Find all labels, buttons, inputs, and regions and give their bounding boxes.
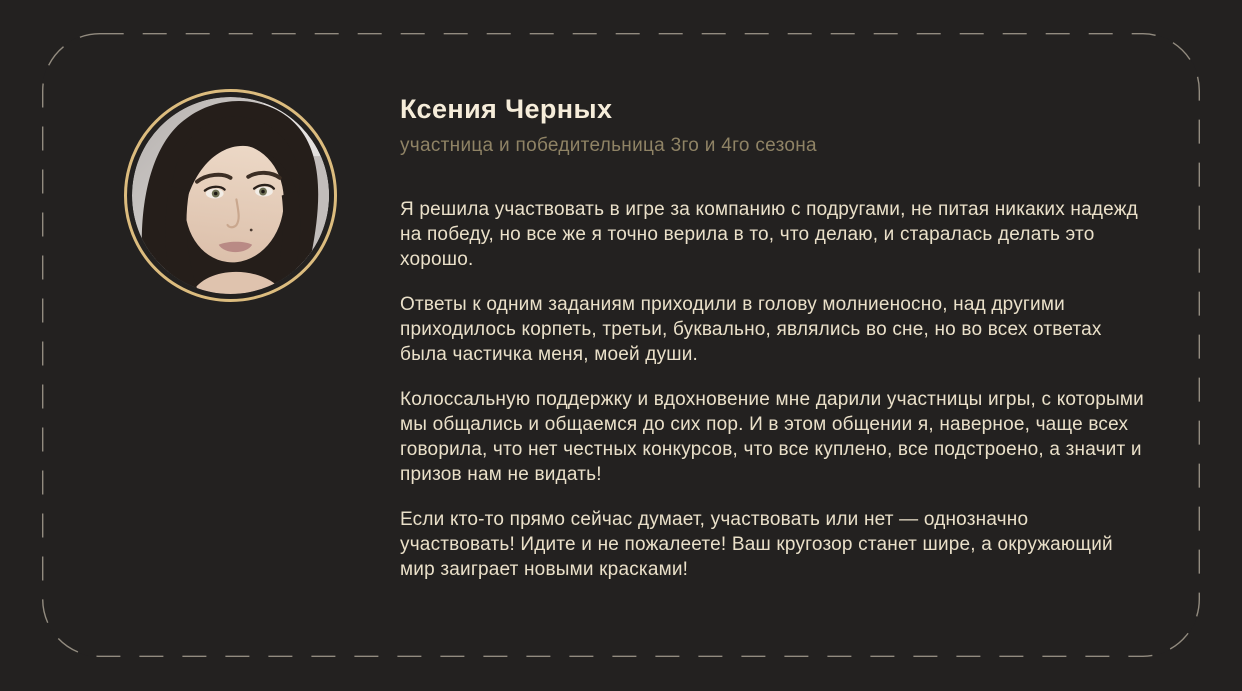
avatar xyxy=(132,97,329,294)
testimonial-card xyxy=(42,33,1200,657)
avatar-ring xyxy=(124,89,337,302)
person-name: Ксения Черных xyxy=(400,94,613,124)
testimonial-paragraph-1: Я решила участвовать в игре за компанию с подругами, не питая никаких надежд на победу, но все же я точно верила в то, что делаю, и старалась делать это хорошо. xyxy=(400,199,1138,270)
testimonial-paragraph-4: Если кто-то прямо сейчас думает, участвовать или нет — однозначно участвовать! Идите и не пожалеете! Ваш кругозор станет шире, а окружающий мир заиграет новыми красками! xyxy=(400,509,1113,580)
testimonial-text xyxy=(400,197,1148,582)
testimonial-paragraph-3: Колоссальную поддержку и вдохновение мне дарили участницы игры, с которыми мы общались и общаемся до сих пор. И в этом общении я, наверное, чаще всех говорила, что нет честных конкурсов, что все куплено, все подстроено, а значит и призов нам не видать! xyxy=(400,389,1144,485)
portrait-photo-icon xyxy=(132,97,329,294)
testimonial-paragraph-2: Ответы к одним заданиям приходили в голову молниеносно, над другими приходилось корпеть, третьи, буквально, являлись во сне, но во всех ответах была частичка меня, моей души. xyxy=(400,294,1102,365)
person-role: участница и победительница 3го и 4го сезона xyxy=(400,135,817,156)
testimonial-content xyxy=(400,93,1148,582)
